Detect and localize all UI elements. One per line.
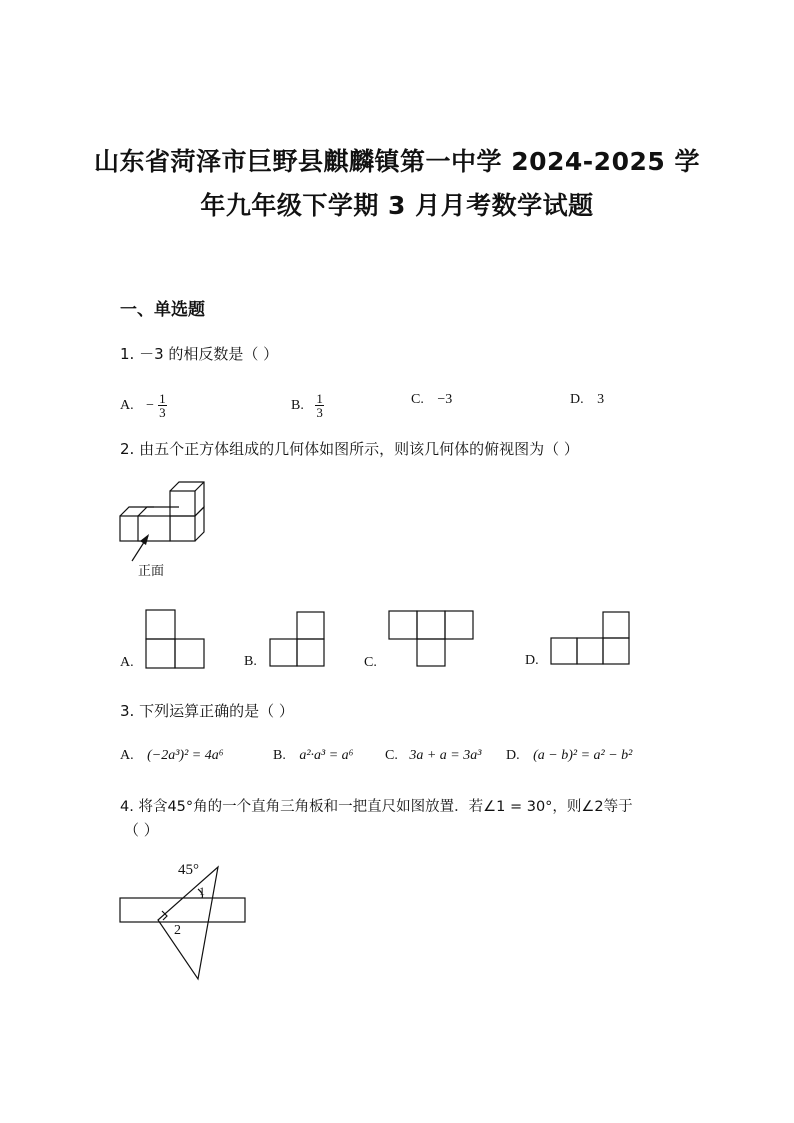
q2-option-d-label[interactable]: D. [525,653,539,668]
angle-1-label: 1 [199,884,205,898]
q3-option-b[interactable] [273,748,354,764]
numerator: 1 [316,391,323,407]
option-value: −3 [437,392,453,407]
angle-45-label: 45° [178,862,199,878]
q2-option-c-figure[interactable] [388,610,474,668]
option-label: B. [291,398,304,413]
q2-option-a-label[interactable]: A. [120,655,134,670]
front-label: 正面 [138,564,165,579]
minus-sign: − [145,397,155,413]
option-label: A. [120,398,134,413]
option-label: C. [411,392,424,407]
q2-option-a-figure[interactable] [145,609,205,669]
question-3-stem: 3. 下列运算正确的是（ ） [120,702,294,720]
section-heading: 一、单选题 [120,300,205,320]
option-label: B. [273,748,286,763]
option-label: D. [570,392,584,407]
q2-option-b-figure[interactable] [269,611,327,669]
set-square [158,867,218,979]
q2-option-b-label[interactable]: B. [244,654,257,669]
option-expression: a²·a³ = a⁶ [299,748,354,763]
fraction [158,392,167,419]
q2-option-c-label[interactable]: C. [364,655,377,670]
option-expression: 3a + a = 3a³ [409,748,482,763]
option-expression: (a − b)² = a² − b² [533,748,633,763]
option-label: A. [120,748,134,763]
option-expression: (−2a³)² = 4a⁶ [147,748,224,763]
q1-option-a[interactable] [120,382,167,419]
question-4-stem-line2: （ ） [124,821,159,839]
numerator: 1 [159,391,166,407]
question-1-stem: 1. －3 的相反数是（ ） [120,345,279,363]
ruler [120,898,245,922]
q1-option-b[interactable] [291,382,324,419]
q3-option-a[interactable] [120,748,224,764]
cube-figure [118,478,218,578]
q3-option-c[interactable] [385,748,481,764]
document-title-line2: 年九年级下学期 3 月月考数学试题 [200,191,594,220]
option-label: D. [506,748,520,763]
q2-option-d-figure[interactable] [550,611,632,667]
fraction [315,392,324,419]
option-label: C. [385,748,398,763]
angle-2-label: 2 [174,923,181,938]
question-2-stem: 2. 由五个正方体组成的几何体如图所示，则该几何体的俯视图为（ ） [120,440,579,458]
q1-option-c[interactable] [411,392,452,408]
q3-option-d[interactable] [506,748,632,764]
denominator: 3 [159,405,166,421]
question-4-stem-line1: 4. 将含45°角的一个直角三角板和一把直尺如图放置．若∠1 = 30°，则∠2等于 [120,799,633,815]
q1-option-d[interactable] [570,392,604,408]
document-title-line1: 山东省菏泽市巨野县麒麟镇第一中学 2024-2025 学 [94,147,700,176]
option-value: 3 [597,392,605,407]
denominator: 3 [316,405,323,421]
